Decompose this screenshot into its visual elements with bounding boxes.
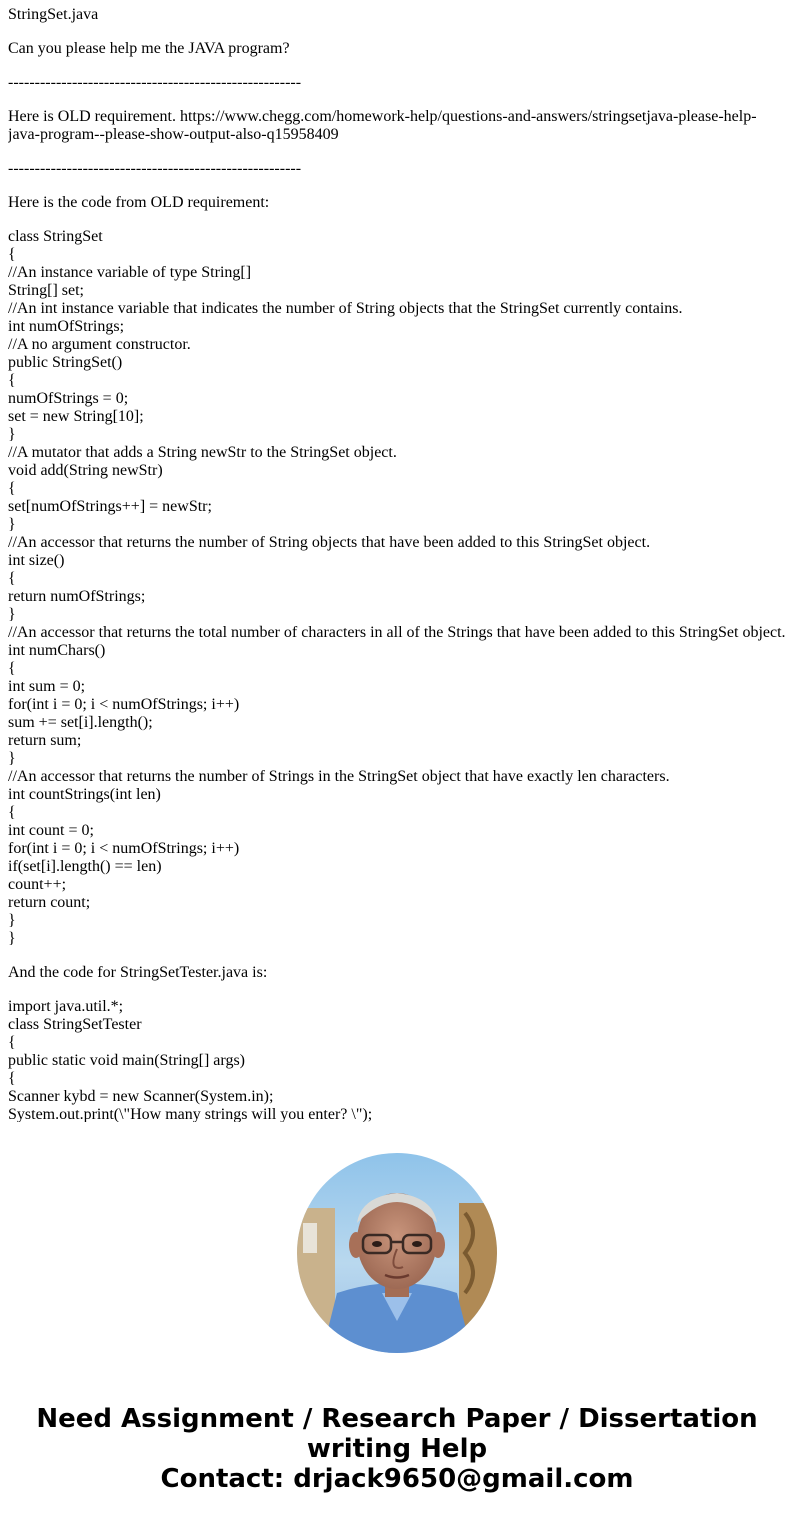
separator-bottom: ------------------------------------------------------- [8, 160, 302, 177]
code-line: set = new String[10]; [8, 408, 144, 425]
code-line: public static void main(String[] args) [8, 1052, 245, 1069]
author-avatar [297, 1153, 497, 1353]
code-line: } [8, 930, 16, 947]
code-line: int count = 0; [8, 822, 94, 839]
code-line: for(int i = 0; i < numOfStrings; i++) [8, 696, 240, 713]
old-requirement-text: Here is OLD requirement. https://www.chegg.com/homework-help/questions-and-answers/stringsetjava-please-help-java-program--please-show-output-also-q15958409 [8, 108, 757, 143]
code-line: int numChars() [8, 642, 106, 659]
code-line: } [8, 912, 16, 929]
code-line: return count; [8, 894, 91, 911]
separator-top: ------------------------------------------------------- [8, 74, 302, 91]
code-line: //A no argument constructor. [8, 336, 191, 353]
code-line: if(set[i].length() == len) [8, 858, 162, 875]
code-line: String[] set; [8, 282, 84, 299]
code-line: void add(String newStr) [8, 462, 163, 479]
code-line: { [8, 570, 16, 587]
code-line: { [8, 372, 16, 389]
banner-line-1: Need Assignment / Research Paper / Dissertation [36, 1404, 758, 1434]
author-photo [297, 1153, 497, 1353]
code-line: System.out.print(\"How many strings will you enter? \"); [8, 1106, 373, 1122]
code-intro: Here is the code from OLD requirement: [8, 194, 270, 211]
banner-contact-email[interactable]: Contact: drjack9650@gmail.com [160, 1464, 634, 1494]
code-line: return sum; [8, 732, 82, 749]
code-line: { [8, 480, 16, 497]
code-line: set[numOfStrings++] = newStr; [8, 498, 212, 515]
code-line: //An accessor that returns the total number of characters in all of the Strings that have been added to this StringSet object. [8, 624, 786, 641]
code-line: public StringSet() [8, 354, 123, 371]
code-line: //A mutator that adds a String newStr to the StringSet object. [8, 444, 397, 461]
code-line: class StringSetTester [8, 1016, 142, 1033]
code-line: int countStrings(int len) [8, 786, 161, 803]
question-text: Can you please help me the JAVA program? [8, 40, 290, 57]
contact-banner [0, 1404, 794, 1494]
banner-line-2: writing Help [306, 1434, 488, 1464]
stringset-code-block [8, 228, 788, 948]
code-line: { [8, 1034, 16, 1051]
code-line: for(int i = 0; i < numOfStrings; i++) [8, 840, 240, 857]
code-line: class StringSet [8, 228, 103, 245]
code-line: //An accessor that returns the number of String objects that have been added to this StringSet object. [8, 534, 651, 551]
code-line: return numOfStrings; [8, 588, 146, 605]
code-line: int numOfStrings; [8, 318, 125, 335]
code-line: } [8, 606, 16, 623]
tester-intro: And the code for StringSetTester.java is: [8, 964, 268, 981]
code-line: //An instance variable of type String[] [8, 264, 252, 281]
code-line: { [8, 1070, 16, 1087]
code-line: import java.util.*; [8, 998, 124, 1015]
code-line: { [8, 246, 16, 263]
code-line: sum += set[i].length(); [8, 714, 153, 731]
code-line: //An int instance variable that indicates the number of String objects that the StringSet currently contains. [8, 300, 683, 317]
code-line: int sum = 0; [8, 678, 86, 695]
code-line: } [8, 750, 16, 767]
code-line: int size() [8, 552, 65, 569]
code-line: { [8, 804, 16, 821]
code-line: numOfStrings = 0; [8, 390, 129, 407]
code-line: { [8, 660, 16, 677]
code-line: Scanner kybd = new Scanner(System.in); [8, 1088, 274, 1105]
code-line: count++; [8, 876, 67, 893]
question-document [8, 6, 788, 1122]
code-line: } [8, 516, 16, 533]
code-line: //An accessor that returns the number of Strings in the StringSet object that have exactly len characters. [8, 768, 670, 785]
document-title: StringSet.java [8, 6, 99, 23]
tester-code-block [8, 998, 788, 1122]
code-line: } [8, 426, 16, 443]
